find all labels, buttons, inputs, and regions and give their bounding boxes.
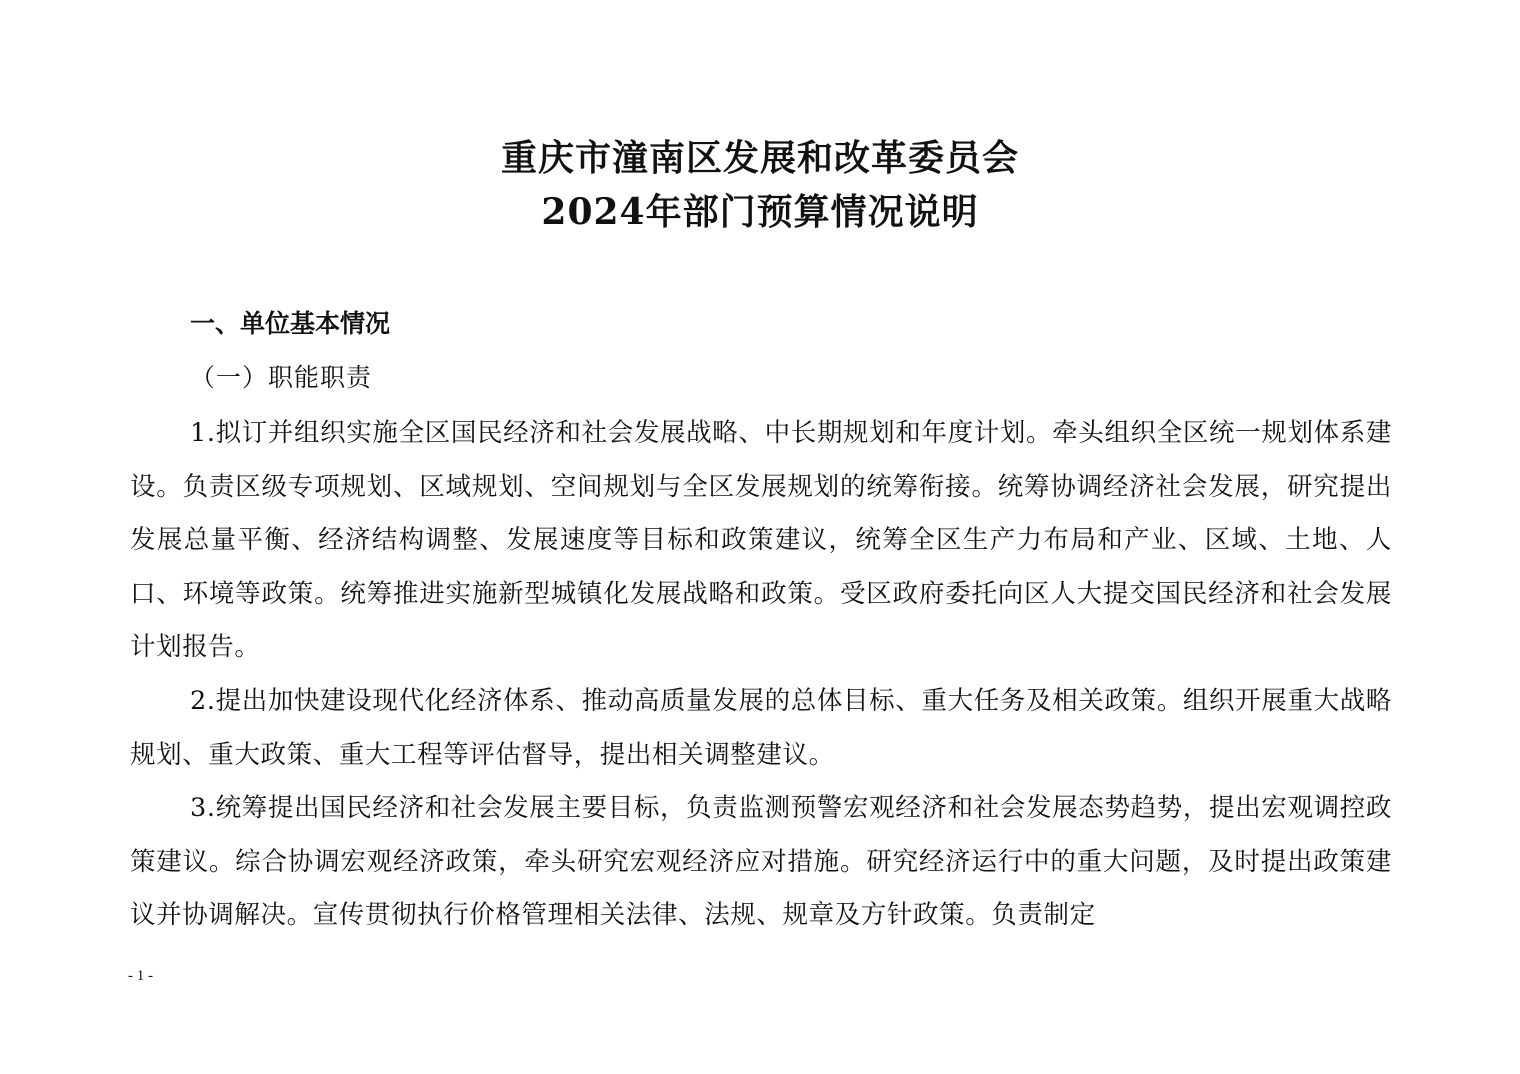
document-title-line1: 重庆市潼南区发展和改革委员会 (500, 137, 1019, 179)
section-heading-unit-basics: 一、单位基本情况 (190, 309, 391, 338)
paragraph: 1.拟订并组织实施全区国民经济和社会发展战略、中长期规划和年度计划。牵头组织全区统一规划体系建设。负责区级专项规划、区域规划、空间规划与全区发展规划的统筹衔接。统筹协调经济社会发展，研究提出发展总量平衡、经济结构调整、发展速度等目标和政策建议，统筹全区生产力布局和产业、区域、土地、人口、环境等政策。统筹推进实施新型城镇化发展战略和政策。受区政府委托向区人大提交国民经济和社会发展计划报告。 (130, 418, 1392, 662)
subsection-heading-duties: （一）职能职责 (190, 363, 373, 392)
paragraph: 2.提出加快建设现代化经济体系、推动高质量发展的总体目标、重大任务及相关政策。组织开展重大战略规划、重大政策、重大工程等评估督导，提出相关调整建议。 (130, 686, 1392, 770)
page-number: - 1 - (128, 968, 153, 984)
paragraph-block-2 (130, 675, 1392, 782)
paragraph: 3.统筹提出国民经济和社会发展主要目标，负责监测预警宏观经济和社会发展态势趋势，提出宏观调控政策建议。综合协调宏观经济政策，牵头研究宏观经济应对措施。研究经济运行中的重大问题，及时提出政策建议并协调解决。宣传贯彻执行价格管理相关法律、法规、规章及方针政策。负责制定 (130, 793, 1392, 930)
document-title-line2: 2024年部门预算情况说明 (541, 191, 979, 233)
paragraph-block-1 (130, 407, 1392, 675)
paragraph-block-3 (130, 782, 1392, 943)
